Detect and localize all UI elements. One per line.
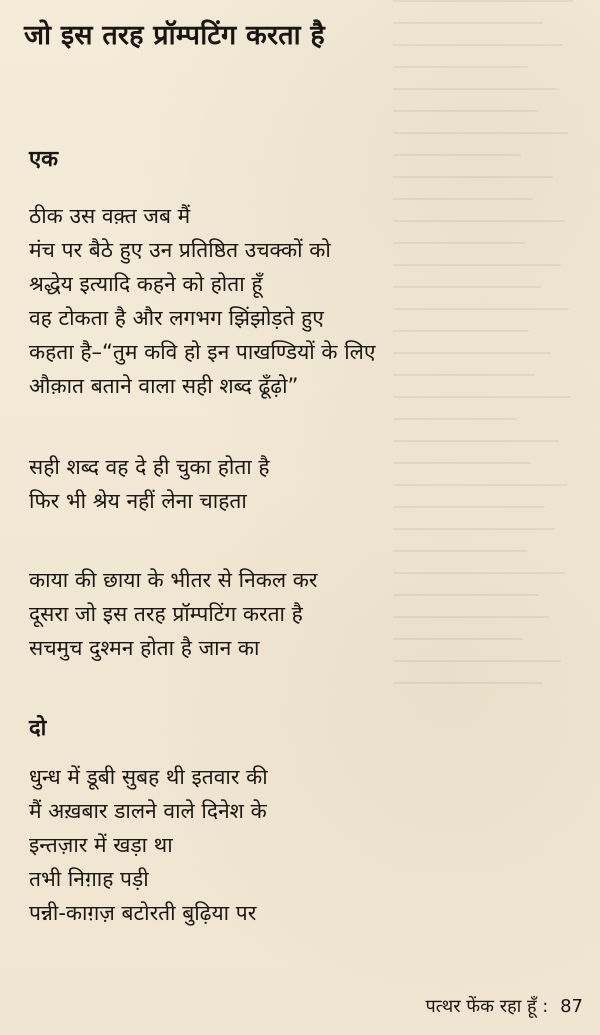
poem-line: इन्तज़ार में खड़ा था — [29, 833, 173, 857]
poem-line: तभी निग़ाह पड़ी — [29, 867, 149, 891]
section-two-heading: दो — [29, 716, 47, 741]
book-title-footer: पत्थर फेंक रहा हूँ : — [425, 996, 549, 1017]
stanza — [29, 450, 270, 518]
poem-line: धुन्ध में डूबी सुबह थी इतवार की — [29, 765, 268, 789]
poem-line: फिर भी श्रेय नहीं लेना चाहता — [29, 489, 247, 513]
page-footer — [426, 995, 583, 1019]
poem-line: सही शब्द वह दे ही चुका होता है — [29, 455, 270, 479]
poem-line: श्रद्धेय इत्यादि कहने को होता हूँ — [29, 272, 263, 296]
poem-line: पन्नी-काग़ज़ बटोरती बुढ़िया पर — [29, 901, 257, 925]
stanza — [29, 563, 318, 665]
show-through-texture — [393, 0, 578, 930]
poem-line: ठीक उस वक़्त जब मैं — [29, 204, 191, 228]
poem-line: औक़ात बताने वाला सही शब्द ढूँढ़ो” — [29, 374, 299, 398]
stanza — [29, 760, 268, 930]
poem-line: सचमुच दुश्मन होता है जान का — [29, 636, 260, 660]
poem-title: जो इस तरह प्रॉम्पटिंग करता है — [24, 20, 325, 51]
stanza — [29, 199, 376, 403]
poem-line: मंच पर बैठे हुए उन प्रतिष्ठित उचक्कों को — [29, 238, 331, 262]
poem-line: मैं अख़बार डालने वाले दिनेश के — [29, 799, 267, 823]
poem-line: काया की छाया के भीतर से निकल कर — [29, 568, 318, 592]
poem-line: दूसरा जो इस तरह प्रॉम्पटिंग करता है — [29, 602, 303, 626]
section-one-heading: एक — [29, 147, 59, 172]
page-number: 87 — [560, 996, 583, 1017]
poem-line: वह टोकता है और लगभग झिंझोड़ते हुए — [29, 306, 324, 330]
poem-line: कहता है–“तुम कवि हो इन पाखण्डियों के लिए — [29, 340, 376, 364]
